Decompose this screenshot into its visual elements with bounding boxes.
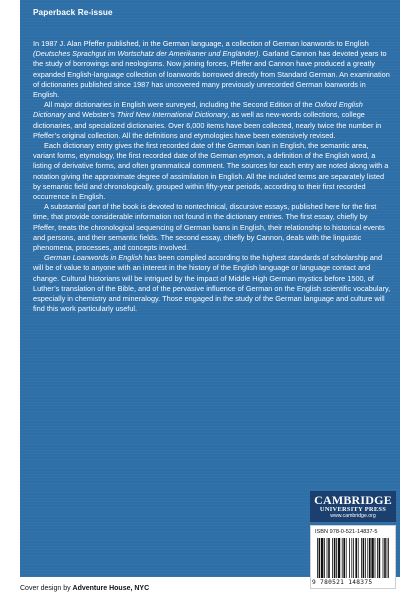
credit-prefix: Cover design by — [20, 585, 73, 592]
text-run: has been compiled according to the highest standards of scholarship and will be of value to anyone with an interest in the history of the English language or language contact and change. Cultural historians will be intrigued by the impact of Middle High German mystics before 1500, of Luther’s translation of the Bible, and of the pervasive influence of German on the English scientific vocabulary, especially in chemistry and mineralogy. Those engaged in the study of the German language and culture will find this work particularly useful. — [33, 253, 391, 314]
barcode-digits: 9 780521 148375 — [312, 579, 373, 586]
text-run: Each dictionary entry gives the first recorded date of the German loan in English, the semantic area, variant forms, etymology, the first recorded date of the German etymon, a definition of the English word, a listing of derivative forms, and often grammatical comment. The sources for each entry are noted along with a notation giving the approximate degree of assimilation in English. All the included terms are separately listed by semantic field and chronologically, grouped within fifty-year periods, according to their first recorded occurrence in English. — [33, 141, 389, 202]
barcode-stripe — [342, 538, 343, 578]
barcode-stripe — [319, 538, 321, 578]
blurb-paragraph — [33, 100, 391, 141]
book-title-italic: German Loanwords in English — [44, 253, 143, 263]
barcode-bars — [317, 538, 389, 578]
text-run: All major dictionaries in English were surveyed, including the Second Edition of the — [44, 100, 315, 110]
barcode-stripe — [369, 538, 371, 578]
barcode-stripe — [334, 538, 336, 578]
barcode-stripe — [377, 538, 378, 578]
barcode-stripe — [388, 538, 389, 578]
text-run: and Webster’s — [65, 110, 117, 120]
reissue-label: Paperback Re-issue — [33, 8, 113, 17]
barcode-stripe — [358, 538, 359, 578]
blurb-text — [33, 39, 391, 314]
back-cover — [20, 0, 400, 586]
barcode-panel — [310, 525, 396, 589]
blurb-paragraph — [33, 141, 391, 202]
dictionary-title-italic: Oxford English Dictionary — [33, 100, 363, 120]
barcode-stripe — [336, 538, 337, 578]
barcode-stripe — [367, 538, 368, 578]
publisher-name: CAMBRIDGE — [314, 493, 392, 507]
barcode-stripe — [371, 538, 373, 578]
publisher-block — [310, 491, 396, 589]
credit-designer: Adventure House, NYC — [72, 585, 150, 592]
dictionary-title-italic: Third New International Dictionary — [116, 110, 228, 120]
barcode-stripe — [351, 538, 352, 578]
blurb-paragraph — [33, 202, 391, 253]
barcode-stripe — [317, 538, 318, 578]
barcode-stripe — [332, 538, 333, 578]
barcode-stripe — [355, 538, 357, 578]
barcode-stripe — [361, 538, 362, 578]
barcode-stripe — [363, 538, 365, 578]
barcode-stripe — [387, 538, 388, 578]
cambridge-logo — [310, 491, 396, 522]
barcode-stripe — [338, 538, 340, 578]
text-run: , as well as new-words collections, college dictionaries, and specialized dictionaries. Over 6,000 items have been collected, nearly twice the number in Pfeffer’s original collection. All the definitions and etymologies have been extensively revised. — [33, 110, 382, 140]
book-title-italic: (Deutsches Sprachgut im Wortschatz der Amerikaner und Engländer) — [33, 49, 259, 59]
text-run: A substantial part of the book is devoted to nontechnical, discursive essays, published here for the first time, that provide considerable information not found in the dictionary entries. The first essay, chiefly by Pfeffer, treats the chronological sequencing of German loans in English, their relationship to historical events and persons, and their semantic fields. The second essay, chiefly by Cannon, deals with the linguistic phenomena, processes, and concepts involved. — [33, 202, 385, 253]
cover-credit — [20, 585, 149, 592]
barcode-stripe — [327, 538, 328, 578]
blurb-paragraph — [33, 39, 391, 100]
barcode-stripe — [346, 538, 347, 578]
barcode-stripe — [349, 538, 350, 578]
barcode-stripe — [324, 538, 325, 578]
isbn-label: ISBN 978-0-521-14837-5 — [315, 529, 378, 535]
barcode-stripe — [321, 538, 323, 578]
barcode-stripe — [383, 538, 384, 578]
barcode-stripe — [365, 538, 366, 578]
text-run: In 1987 J. Alan Pfeffer published, in the German language, a collection of German loanwords to English — [33, 39, 369, 48]
text-run: . Garland Cannon has devoted years to the study of borrowings and neologisms. Now joining forces, Pfeffer and Cannon have produced a greatly expanded English-language collection of loanwords borrowed directly from Standard German. An examination of dictionaries published since 1987 has uncovered many previously unrecorded German loanwords in English. — [33, 49, 390, 100]
barcode-stripe — [379, 538, 381, 578]
publisher-website: www.cambridge.org — [330, 513, 376, 519]
barcode-stripe — [384, 538, 386, 578]
barcode-stripe — [343, 538, 345, 578]
barcode-stripe — [353, 538, 354, 578]
barcode-stripe — [328, 538, 330, 578]
publisher-press: UNIVERSITY PRESS — [319, 506, 387, 513]
barcode-stripe — [375, 538, 376, 578]
blurb-paragraph — [33, 253, 391, 314]
